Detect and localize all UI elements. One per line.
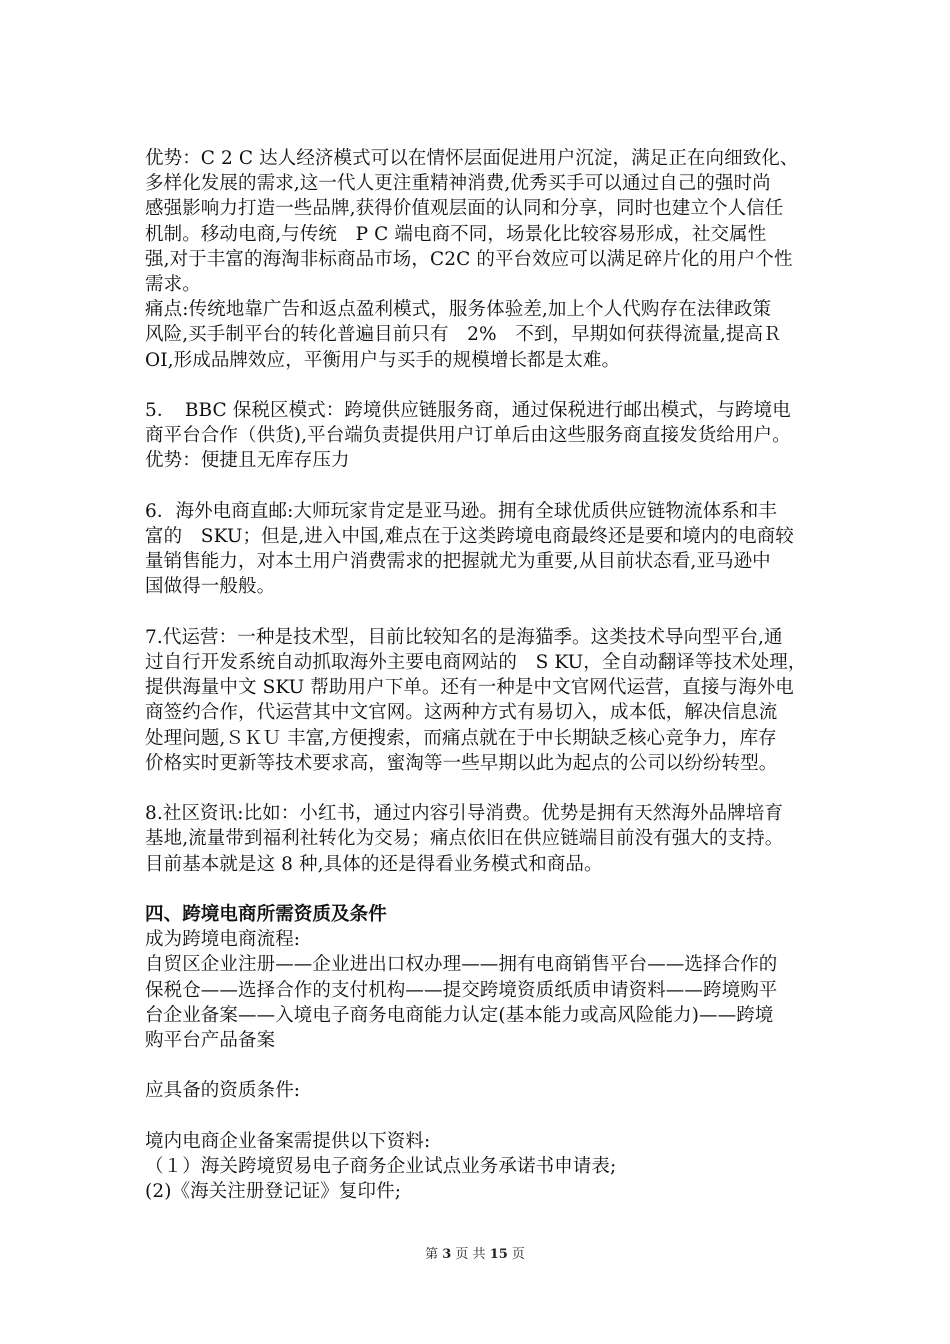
text-line: 需求。: [145, 274, 201, 296]
text-line: 境内电商企业备案需提供以下资料:: [145, 1130, 431, 1152]
text-line: 感强影响力打造一些品牌,获得价值观层面的认同和分享，同时也建立个人信任: [145, 198, 784, 220]
text-line: 保税仓——选择合作的支付机构——提交跨境资质纸质申请资料——跨境购平: [145, 979, 778, 1001]
text-line: 台企业备案——入境电子商务电商能力认定(基本能力或高风险能力)——跨境: [145, 1004, 774, 1026]
paragraph-gap: [145, 1053, 813, 1078]
text-line: 成为跨境电商流程:: [145, 929, 301, 951]
text-line: 5． BBC 保税区模式：跨境供应链服务商，通过保税进行邮出模式，与跨境电: [145, 400, 791, 422]
text-line: 处理问题,ＳＫＵ 丰富,方便搜索，而痛点就在于中长期缺乏核心竞争力，库存: [145, 727, 777, 749]
text-line: 商平台合作（供货),平台端负责提供用户订单后由这些服务商直接发货给用户。: [145, 425, 791, 447]
text-line: OI,形成品牌效应，平衡用户与买手的规模增长都是太难。: [145, 349, 621, 371]
text-line: 6．海外电商直邮:大师玩家肯定是亚马逊。拥有全球优质供应链物流体系和丰: [145, 500, 778, 522]
text-line: 提供海量中文 SKU 帮助用户下单。还有一种是中文官网代运营，直接与海外电: [145, 677, 794, 699]
text-line: 风险,买手制平台的转化普遍目前只有 2% 不到，早期如何获得流量,提高Ｒ: [145, 324, 782, 346]
text-line: 优势：便捷且无库存压力: [145, 450, 350, 472]
paragraph-gap: [145, 1104, 813, 1129]
total-page-count: 15: [489, 1247, 508, 1262]
text-line: 价格实时更新等技术要求高，蜜淘等一些早期以此为起点的公司以纷纷转型。: [145, 752, 778, 774]
document-body: [145, 146, 813, 1204]
paragraph-gap: [145, 600, 813, 625]
text-line: 优势：C 2 C 达人经济模式可以在情怀层面促进用户沉淀，满足正在向细致化、: [145, 148, 799, 169]
current-page-number: 3: [442, 1247, 452, 1262]
text-line: 应具备的资质条件:: [145, 1080, 301, 1102]
page-footer: [0, 1247, 950, 1263]
text-line: （１）海关跨境贸易电子商务企业试点业务承诺书申请表;: [145, 1156, 617, 1178]
text-line: (2)《海关注册登记证》复印件;: [145, 1181, 402, 1203]
text-line: 量销售能力，对本土用户消费需求的把握就尤为重要,从目前状态看,亚马逊中: [145, 551, 771, 573]
text-line: 7.代运营：一种是技术型，目前比较知名的是海猫季。这类技术导向型平台,通: [145, 626, 783, 648]
text-line: 8.社区资讯:比如：小红书，通过内容引导消费。优势是拥有天然海外品牌培育: [145, 803, 783, 825]
text-line: 过自行开发系统自动抓取海外主要电商网站的 S KU，全自动翻译等技术处理，: [145, 652, 807, 674]
text-line: 机制。移动电商,与传统 P C 端电商不同，场景化比较容易形成，社交属性: [145, 223, 767, 245]
paragraph-gap: [145, 877, 813, 902]
paragraph-gap: [145, 474, 813, 499]
text-line: 富的 SKU；但是,进入中国,难点在于这类跨境电商最终还是要和境内的电商较: [145, 526, 794, 548]
footer-prefix: 第: [425, 1247, 439, 1262]
text-line: 基地,流量带到福利社转化为交易；痛点依旧在供应链端目前没有强大的支持。: [145, 828, 784, 850]
footer-suffix: 页: [511, 1247, 525, 1262]
text-line: 国做得一般般。: [145, 576, 276, 598]
text-line: 自贸区企业注册——企业进出口权办理——拥有电商销售平台——选择合作的: [145, 954, 778, 976]
footer-middle: 页 共: [455, 1247, 486, 1262]
text-line: 痛点:传统地靠广告和返点盈利模式，服务体验差,加上个人代购存在法律政策: [145, 299, 772, 321]
text-line: 多样化发展的需求,这一代人更注重精神消费,优秀买手可以通过自己的强时尚: [145, 173, 771, 195]
text-line: 购平台产品备案: [145, 1030, 276, 1052]
text-line: 目前基本就是这 8 种,具体的还是得看业务模式和商品。: [145, 853, 603, 875]
section-heading: 四、跨境电商所需资质及条件: [145, 904, 387, 926]
text-line: 强,对于丰富的海淘非标商品市场，C2C 的平台效应可以满足碎片化的用户个性: [145, 248, 793, 270]
paragraph-gap: [145, 373, 813, 398]
paragraph-gap: [145, 776, 813, 801]
text-line: 商签约合作，代运营其中文官网。这两种方式有易切入，成本低，解决信息流: [145, 702, 778, 724]
